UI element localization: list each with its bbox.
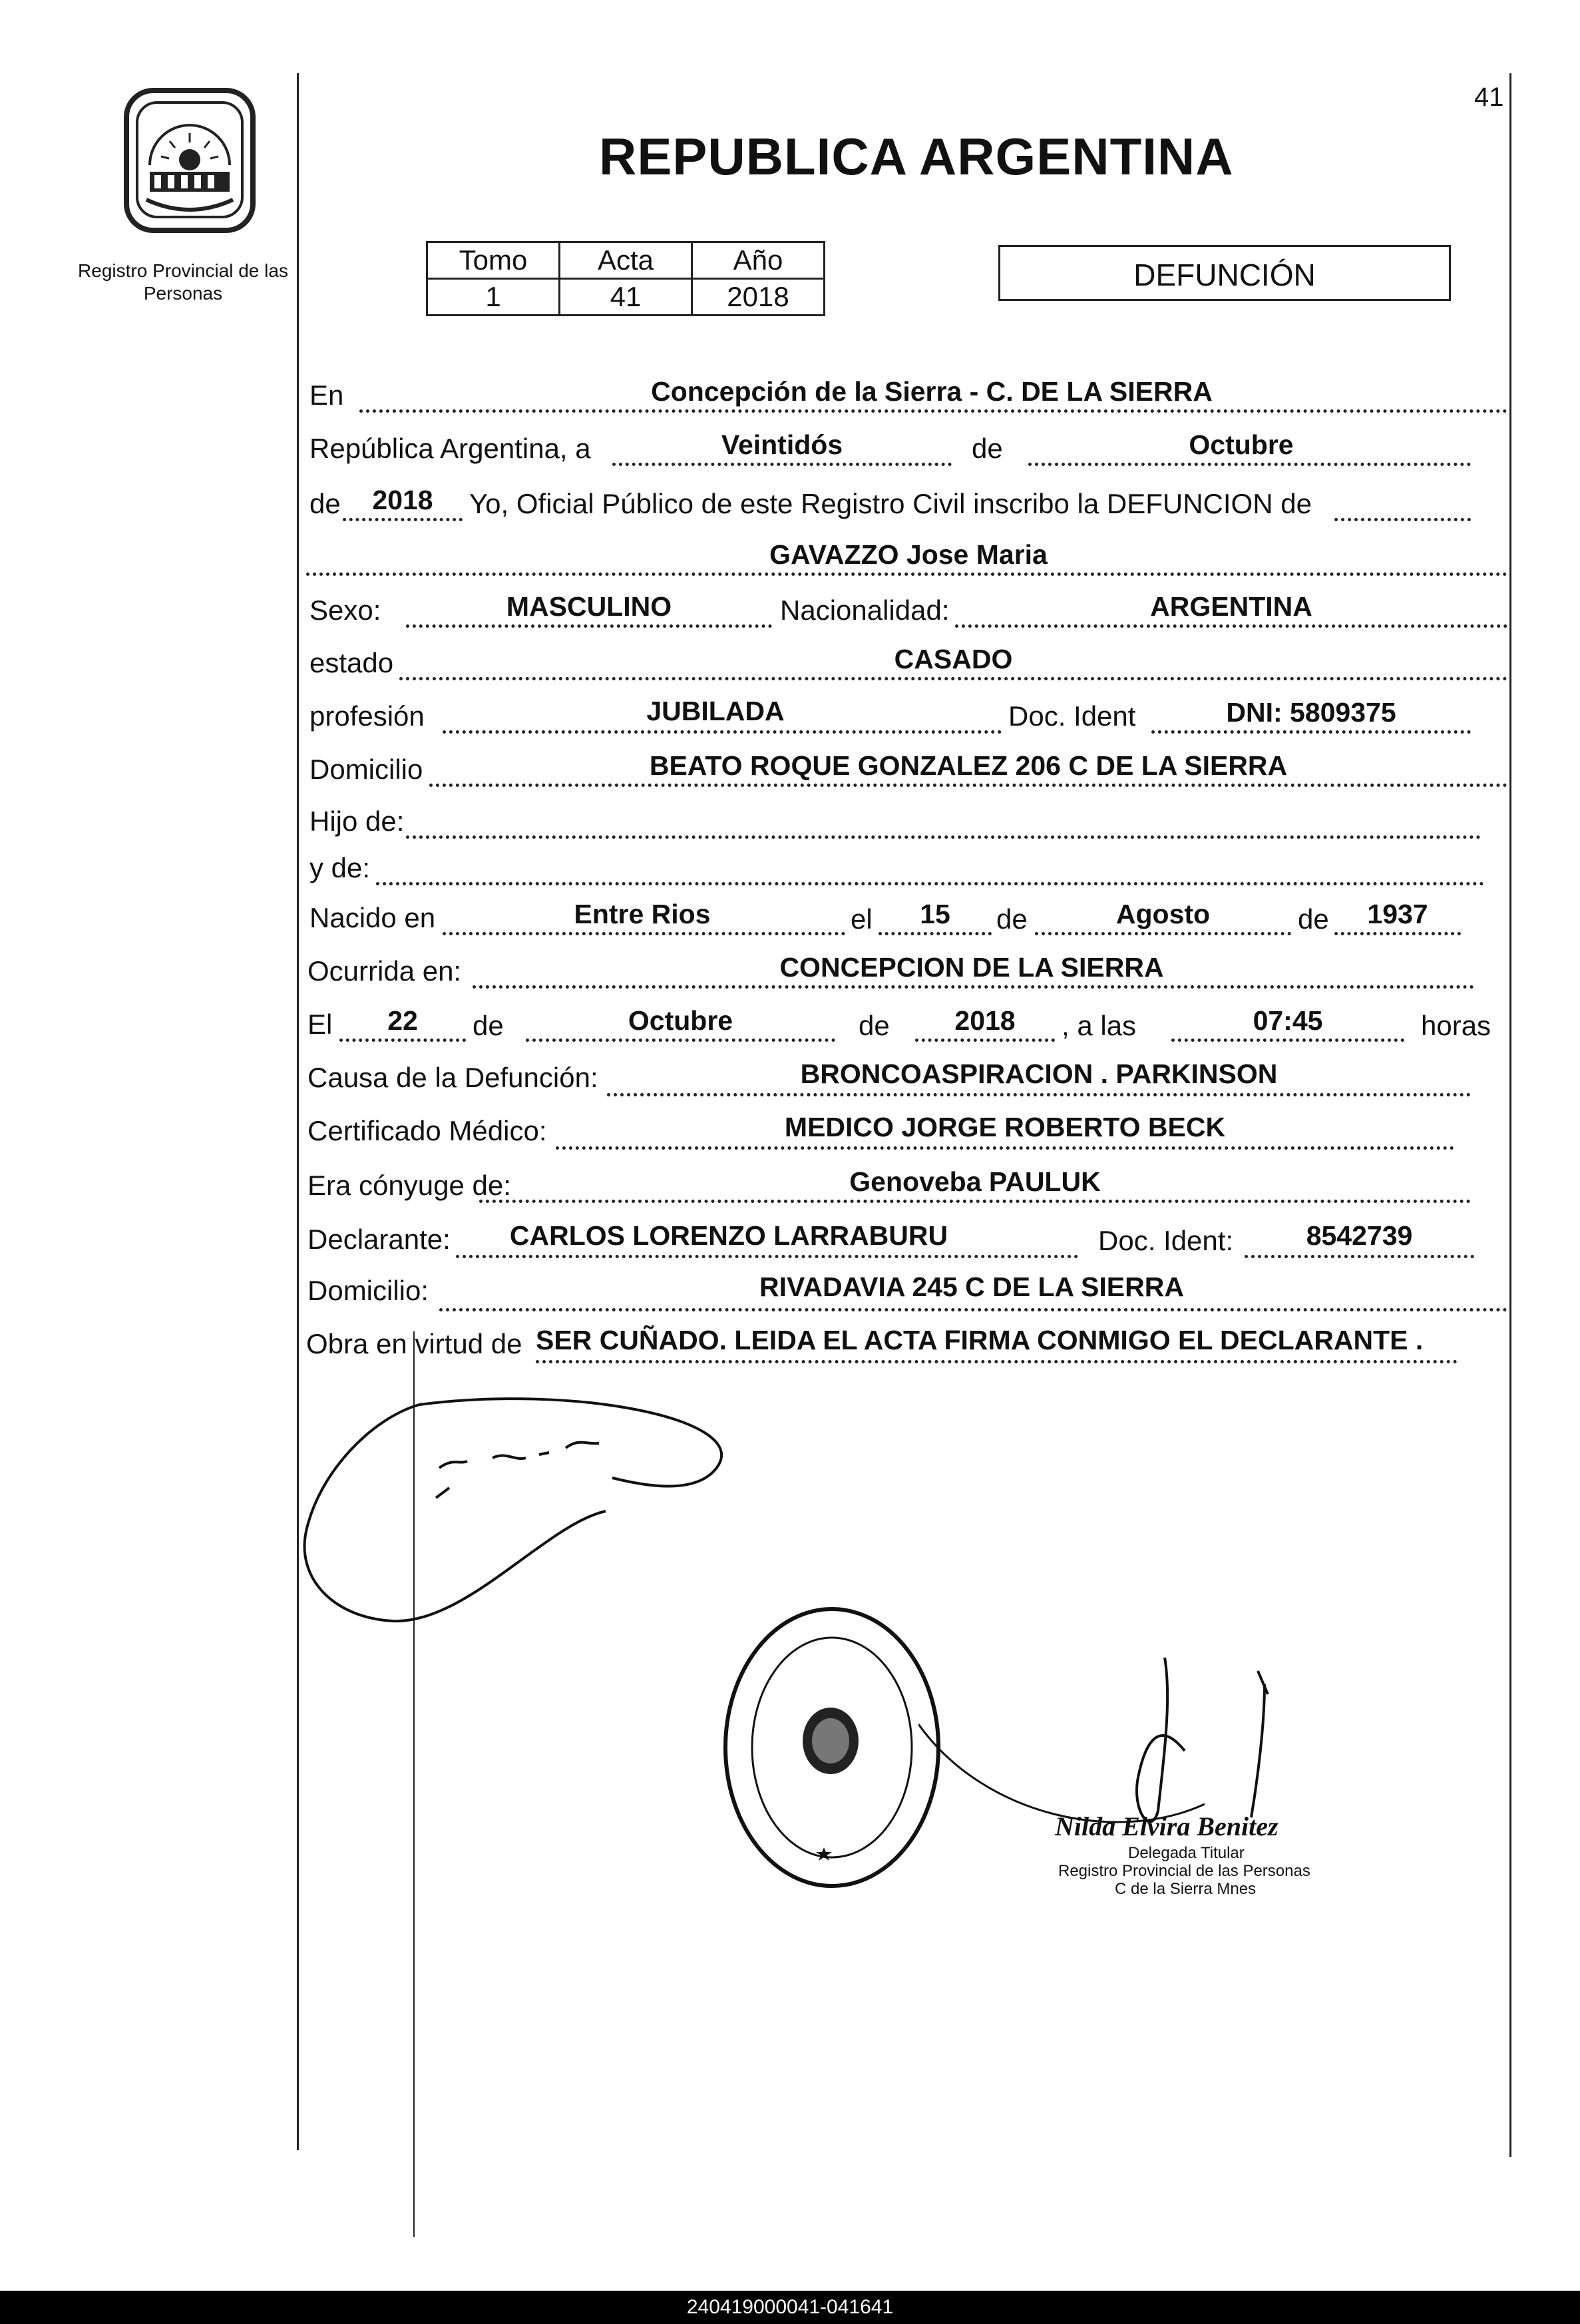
ref-value-ano: 2018 <box>692 279 825 316</box>
birth-year-line <box>1334 932 1461 935</box>
death-day: 22 <box>387 1005 418 1036</box>
profesion-line <box>443 730 1002 734</box>
province-seal <box>113 87 266 240</box>
declarante-label: Declarante: <box>307 1224 451 1255</box>
el-label: el <box>851 903 873 935</box>
profesion-value: JUBILADA <box>646 696 785 726</box>
page-title: REPUBLICA ARGENTINA <box>599 127 1234 186</box>
month-value: Octubre <box>1189 429 1294 460</box>
estado-value: CASADO <box>894 644 1013 674</box>
certificado-value: MEDICO JORGE ROBERTO BECK <box>784 1112 1226 1142</box>
nacido-line <box>443 932 845 935</box>
de-label-5: de <box>473 1010 504 1041</box>
profesion-label: profesión <box>309 700 425 732</box>
day-words: Veintidós <box>721 429 843 460</box>
footer-code: 240419000041-041641 <box>0 2291 1580 2324</box>
hijo-line <box>406 835 1481 839</box>
ocurrida-value: CONCEPCION DE LA SIERRA <box>779 952 1164 983</box>
death-day-line <box>339 1039 466 1042</box>
left-margin-line <box>297 73 299 2150</box>
causa-label: Causa de la Defunción: <box>307 1062 598 1093</box>
horas-label: horas <box>1421 1010 1491 1041</box>
de-label-3: de <box>996 903 1028 935</box>
certificado-label: Certificado Médico: <box>307 1115 547 1146</box>
domicilio-value: BEATO ROQUE GONZALEZ 206 C DE LA SIERRA <box>649 750 1288 781</box>
sexo-line <box>406 624 772 628</box>
death-year-line <box>915 1039 1055 1042</box>
death-time: 07:45 <box>1253 1005 1323 1036</box>
doc2-label: Doc. Ident: <box>1098 1225 1234 1256</box>
domicilio2-label: Domicilio: <box>307 1275 429 1306</box>
conyuge-value: Genoveba PAULUK <box>849 1166 1101 1197</box>
conyuge-line <box>479 1200 1471 1203</box>
ref-header-acta: Acta <box>560 242 692 279</box>
birth-year: 1937 <box>1367 899 1428 929</box>
birth-day-line <box>879 932 992 935</box>
deceased-line <box>306 573 1507 576</box>
declarante-line <box>456 1255 1078 1258</box>
de-label-4: de <box>1298 903 1329 935</box>
deceased-name: GAVAZZO Jose Maria <box>769 539 1048 570</box>
nacionalidad-label: Nacionalidad: <box>780 594 950 626</box>
el2-label: El <box>307 1009 333 1040</box>
doc2-value: 8542739 <box>1306 1220 1413 1251</box>
official-place: C de la Sierra Mnes <box>1115 1880 1257 1898</box>
death-time-line <box>1171 1039 1404 1042</box>
conyuge-label: Era cónyuge de: <box>307 1170 511 1201</box>
republica-label: República Argentina, a <box>309 433 591 464</box>
de-label-1: de <box>972 433 1003 464</box>
oficial-line <box>1334 518 1471 521</box>
yde-label: y de: <box>309 852 371 883</box>
de-label-2: de <box>309 488 341 519</box>
ref-header-tomo: Tomo <box>427 242 560 279</box>
sexo-value: MASCULINO <box>506 591 672 622</box>
ref-value-acta: 41 <box>560 279 692 316</box>
ref-header-ano: Año <box>692 242 825 279</box>
oficial-text: Yo, Oficial Público de este Registro Civil inscribo la DEFUNCION de <box>469 488 1312 519</box>
certificado-line <box>556 1146 1454 1150</box>
ocurrida-line <box>473 985 1474 989</box>
en-label: En <box>309 379 344 411</box>
de-label-6: de <box>859 1010 890 1041</box>
birth-month-line <box>1035 932 1291 935</box>
declarante-value: CARLOS LORENZO LARRABURU <box>509 1220 948 1251</box>
hijo-label: Hijo de: <box>309 806 405 837</box>
doc-label: Doc. Ident <box>1008 700 1136 732</box>
estado-label: estado <box>309 647 394 678</box>
month-line <box>1028 463 1471 466</box>
doc-line <box>1151 730 1471 734</box>
official-org: Registro Provincial de las Personas <box>1058 1862 1310 1880</box>
right-margin-line <box>1509 73 1511 2157</box>
death-month-line <box>526 1039 835 1042</box>
en-value: Concepción de la Sierra - C. DE LA SIERRA <box>651 376 1213 407</box>
year-value: 2018 <box>372 485 433 515</box>
ocurrida-label: Ocurrida en: <box>307 955 462 987</box>
ref-value-tomo: 1 <box>427 279 560 316</box>
en-line <box>359 409 1507 413</box>
record-type-box: DEFUNCIÓN <box>998 245 1451 301</box>
obra-value: SER CUÑADO. LEIDA EL ACTA FIRMA CONMIGO EL DECLARANTE . <box>536 1325 1424 1355</box>
official-stamp <box>719 1598 945 1897</box>
yde-line <box>376 882 1484 885</box>
alas-label: , a las <box>1062 1010 1137 1041</box>
official-name: Nilda Elvira Benitez <box>1055 1811 1279 1841</box>
obra-label: Obra en virtud de <box>306 1328 522 1359</box>
sexo-label: Sexo: <box>309 594 381 626</box>
declarant-signature <box>293 1358 759 1638</box>
year-line <box>343 518 463 521</box>
page-number: 41 <box>1474 83 1504 112</box>
day-line <box>612 463 952 466</box>
estado-line <box>399 677 1507 680</box>
doc-value: DNI: 5809375 <box>1226 697 1396 728</box>
nacionalidad-line <box>955 624 1507 628</box>
nacido-label: Nacido en <box>309 902 436 933</box>
nacido-value: Entre Rios <box>574 899 711 929</box>
official-role: Delegada Titular <box>1128 1844 1245 1862</box>
reference-table <box>426 241 825 316</box>
causa-value: BRONCOASPIRACION . PARKINSON <box>800 1058 1278 1089</box>
death-month: Octubre <box>628 1005 733 1036</box>
causa-line <box>607 1093 1471 1096</box>
domicilio-line <box>429 784 1507 787</box>
death-year: 2018 <box>954 1005 1016 1036</box>
nacionalidad-value: ARGENTINA <box>1150 591 1312 622</box>
domicilio-label: Domicilio <box>309 754 423 785</box>
domicilio2-value: RIVADAVIA 245 C DE LA SIERRA <box>759 1272 1184 1302</box>
domicilio2-line <box>439 1308 1507 1311</box>
birth-day: 15 <box>920 899 950 929</box>
birth-month: Agosto <box>1115 899 1211 929</box>
doc2-line <box>1245 1255 1474 1258</box>
registry-label: Registro Provincial de las Personas <box>78 260 288 304</box>
